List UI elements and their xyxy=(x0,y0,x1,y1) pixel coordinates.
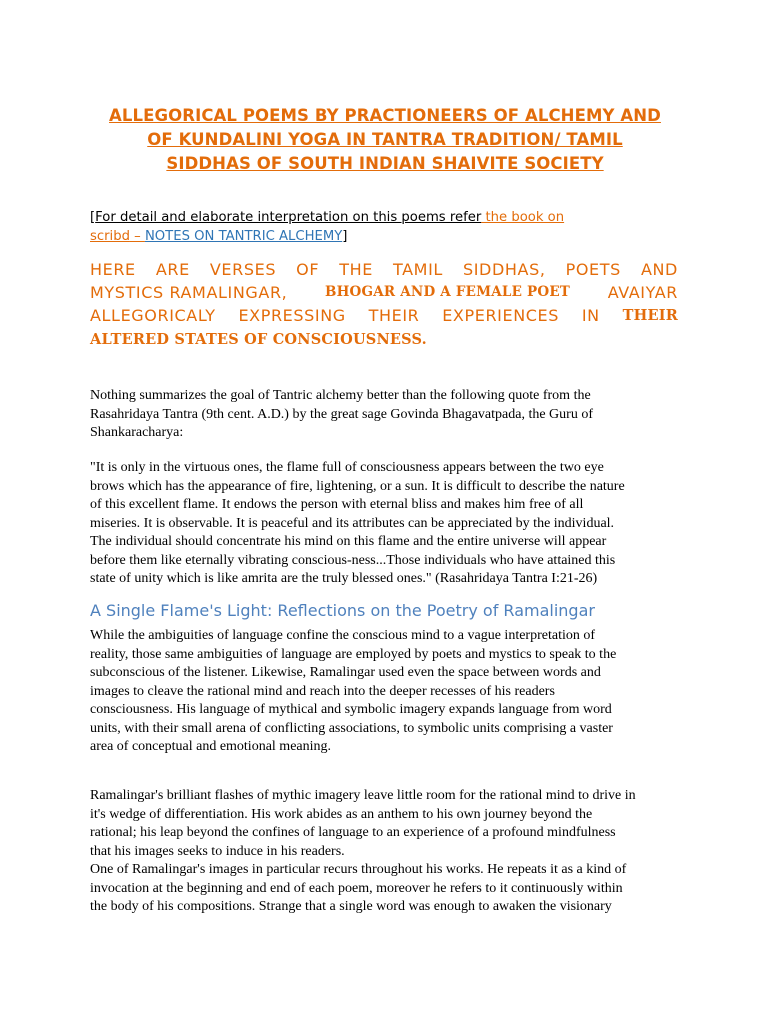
verse-segment: MYSTICS RAMALINGAR, xyxy=(90,283,288,302)
title-line-1: ALLEGORICAL POEMS BY PRACTIONEERS OF ALCHEMY AND xyxy=(109,106,661,125)
text-line: of this excellent flame. It endows the person with eternal bliss and makes him free of all xyxy=(90,497,584,512)
text-line: that his images seeks to induce in his readers. xyxy=(90,843,345,859)
reference-open-bracket: [ xyxy=(90,210,96,225)
verse-segment-serif: THEIR xyxy=(622,307,678,324)
verse-word: HERE xyxy=(90,260,136,279)
verse-word: AND xyxy=(640,260,678,279)
verses-line-3 xyxy=(90,304,678,327)
verse-segment-serif: ALTERED STATES OF CONSCIOUSNESS. xyxy=(90,331,427,348)
paragraph-1 xyxy=(90,627,690,757)
verse-word: THEIR xyxy=(368,306,420,325)
section-heading: A Single Flame's Light: Reflections on the Poetry of Ramalingar xyxy=(90,601,595,620)
verse-word: IN xyxy=(581,306,600,325)
quote-paragraph xyxy=(90,459,690,589)
text-line: Nothing summarizes the goal of Tantric alchemy better than the following quote from the xyxy=(90,388,591,403)
verse-word: EXPRESSING xyxy=(238,306,346,325)
reference-close-bracket: ] xyxy=(342,229,348,244)
verse-word: VERSES xyxy=(209,260,277,279)
title-line-2: OF KUNDALINI YOGA IN TANTRA TRADITION/ TAMIL xyxy=(147,130,623,149)
verse-segment: AVAIYAR xyxy=(607,283,678,302)
text-line: Rasahridaya Tantra (9th cent. A.D.) by the great sage Govinda Bhagavatpada, the Guru of xyxy=(90,406,593,422)
verses-line-2 xyxy=(90,281,678,304)
text-line: invocation at the beginning and end of each poem, moreover he refers to it continuously within xyxy=(90,880,623,896)
title-line-3: SIDDHAS OF SOUTH INDIAN SHAIVITE SOCIETY xyxy=(166,154,604,173)
intro-paragraph xyxy=(90,387,690,443)
verses-line-4 xyxy=(90,327,678,351)
verse-word: POETS xyxy=(565,260,621,279)
text-line: consciousness. His language of mythical and symbolic imagery expands language from word xyxy=(90,702,612,717)
text-line: subconscious of the listener. Likewise, Ramalingar used even the space between words and xyxy=(90,665,601,680)
text-line: While the ambiguities of language confine the conscious mind to a vague interpretation of xyxy=(90,628,596,643)
text-line: state of unity which is like amrita are the truly blessed ones." (Rasahridaya Tantra I:21-26) xyxy=(90,571,598,586)
verse-word: ARE xyxy=(155,260,190,279)
verse-word: ALLEGORICALY xyxy=(90,306,216,325)
text-line: units, with their small arena of conflicting associations, to symbolic units comprising a vaster xyxy=(90,720,613,736)
link-dash[interactable]: – xyxy=(129,229,145,244)
text-line: miseries. It is observable. It is peaceful and its attributes can be appreciated by the individual. xyxy=(90,515,615,531)
verse-word: TAMIL xyxy=(393,260,443,279)
text-line: Shankaracharya: xyxy=(90,425,184,440)
verses-intro xyxy=(90,258,678,351)
text-line: reality, those same ambiguities of language are employed by poets and mystics to speak to the xyxy=(90,646,617,662)
verse-word: EXPERIENCES xyxy=(442,306,559,325)
text-line: One of Ramalingar's images in particular recurs throughout his works. He repeats it as a kind of xyxy=(90,862,627,877)
verse-segment-serif: BHOGAR AND A FEMALE POET xyxy=(324,284,571,300)
document-title xyxy=(80,104,690,176)
text-line: Ramalingar's brilliant flashes of mythic imagery leave little room for the rational mind to drive in xyxy=(90,788,636,803)
reference-text: For detail and elaborate interpretation on this poems refer xyxy=(95,210,482,225)
verse-word: SIDDHAS, xyxy=(462,260,546,279)
scribd-link[interactable]: scribd xyxy=(90,229,130,244)
text-line: the body of his compositions. Strange that a single word was enough to awaken the visionary xyxy=(90,899,612,914)
reference-note xyxy=(90,208,690,246)
text-line: area of conceptual and emotional meaning. xyxy=(90,739,332,754)
text-line: brows which has the appearance of fire, lightening, or a sun. It is difficult to describe the nature xyxy=(90,478,625,494)
text-line: rational; his leap beyond the confines of language to an experience of a profound mindfulness xyxy=(90,825,616,840)
verse-word: OF xyxy=(296,260,320,279)
verse-word: THE xyxy=(339,260,373,279)
tantric-alchemy-link[interactable]: NOTES ON TANTRIC ALCHEMY xyxy=(144,229,343,244)
text-line: images to cleave the rational mind and reach into the deeper recesses of his readers xyxy=(90,683,555,699)
text-line: it's wedge of differentiation. His work abides as an anthem to his own journey beyond the xyxy=(90,806,593,822)
text-line: The individual should concentrate his mind on this flame and the entire universe will appear xyxy=(90,534,607,549)
book-link[interactable]: the book on xyxy=(481,210,565,225)
text-line: before them like eternally vibrating conscious-ness...Those individuals who have attained this xyxy=(90,552,616,568)
verses-line-1 xyxy=(90,258,678,281)
paragraph-2 xyxy=(90,787,690,917)
text-line: "It is only in the virtuous ones, the flame full of consciousness appears between the two eye xyxy=(90,460,604,475)
